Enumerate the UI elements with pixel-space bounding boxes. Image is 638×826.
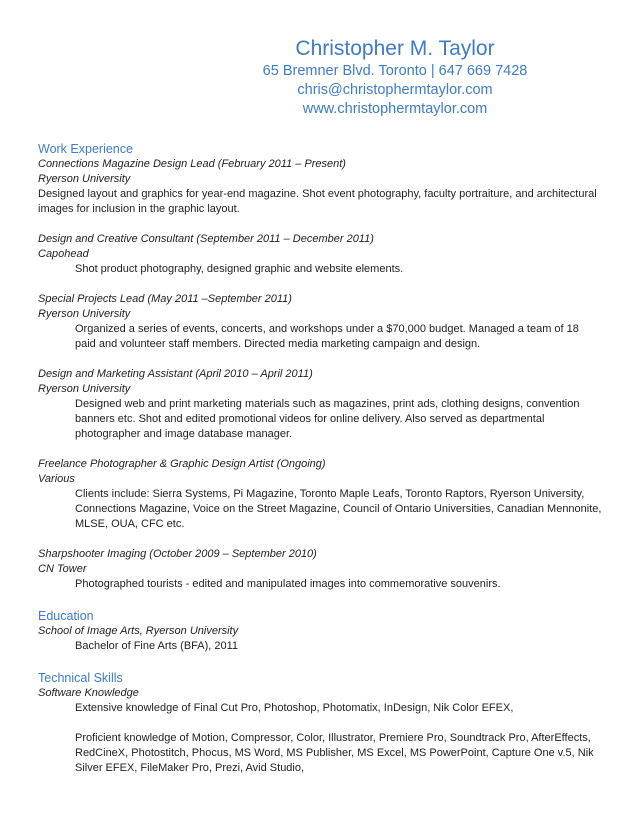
school-name: School of Image Arts, Ryerson University xyxy=(38,625,239,637)
job-entry xyxy=(38,232,602,277)
job-organization: Ryerson University xyxy=(38,308,131,320)
job-entry xyxy=(38,457,602,532)
work-experience-heading: Work Experience xyxy=(38,142,133,156)
resume-content xyxy=(38,141,602,776)
job-entry xyxy=(38,367,602,442)
job-description: Organized a series of events, concerts, and workshops under a $70,000 budget. Managed a team of 18 paid and volunteer staff members. Directed media marketing campaign and design. xyxy=(75,323,579,350)
person-name: Christopher M. Taylor xyxy=(295,37,495,60)
job-title: Sharpshooter Imaging (October 2009 – September 2010) xyxy=(38,548,317,560)
job-entry xyxy=(38,157,602,217)
extensive-skills-text: Extensive knowledge of Final Cut Pro, Photoshop, Photomatix, InDesign, Nik Color EFEX, xyxy=(75,702,514,714)
job-title: Design and Marketing Assistant (April 2010 – April 2011) xyxy=(38,368,313,380)
job-title: Connections Magazine Design Lead (February 2011 – Present) xyxy=(38,158,346,170)
technical-skills-heading: Technical Skills xyxy=(38,671,123,685)
job-organization: Capohead xyxy=(38,248,89,260)
job-organization: Ryerson University xyxy=(38,173,131,185)
job-title: Design and Creative Consultant (September 2011 – December 2011) xyxy=(38,233,374,245)
email-link[interactable]: chris@christophermtaylor.com xyxy=(297,82,493,98)
proficient-skills-text: Proficient knowledge of Motion, Compressor, Color, Illustrator, Premiere Pro, Soundtrack Pro, AfterEffects, RedCineX, Photostitch, Phocus, MS Word, MS Publisher, MS Excel, MS PowerPoint, Capture One v.5, Nik Silver EFEX, FileMaker Pro, Prezi, Avid Studio, xyxy=(75,732,594,774)
education-entry xyxy=(38,624,602,654)
resume-header xyxy=(188,36,602,119)
education-heading: Education xyxy=(38,609,94,623)
job-title: Special Projects Lead (May 2011 –September 2011) xyxy=(38,293,292,305)
job-description: Designed web and print marketing materials such as magazines, print ads, clothing designs, convention banners etc. Shot and edited promotional videos for online delivery. Also served as departmental photographer and image database manager. xyxy=(75,398,580,440)
degree-text: Bachelor of Fine Arts (BFA), 2011 xyxy=(75,640,239,652)
job-description: Photographed tourists - edited and manipulated images into commemorative souvenirs. xyxy=(75,578,501,590)
job-organization: Various xyxy=(38,473,75,485)
job-organization: Ryerson University xyxy=(38,383,131,395)
job-title: Freelance Photographer & Graphic Design Artist (Ongoing) xyxy=(38,458,326,470)
skills-subheading: Software Knowledge xyxy=(38,687,139,699)
address-phone: 65 Bremner Blvd. Toronto | 647 669 7428 xyxy=(262,63,528,79)
job-description: Shot product photography, designed graphic and website elements. xyxy=(75,263,404,275)
job-entry xyxy=(38,547,602,592)
website-link[interactable]: www.christophermtaylor.com xyxy=(302,101,488,117)
job-description: Designed layout and graphics for year-end magazine. Shot event photography, faculty portraiture, and architectural images for inclusion in the graphic layout. xyxy=(38,188,597,215)
job-description: Clients include: Sierra Systems, Pi Magazine, Toronto Maple Leafs, Toronto Raptors, Ryerson University, Connections Magazine, Voice on the Street Magazine, Council of Ontario Universities, Canadian Mennonite, MLSE, OUA, CFC etc. xyxy=(75,488,602,530)
skills-entry xyxy=(38,686,602,776)
job-entry xyxy=(38,292,602,352)
job-organization: CN Tower xyxy=(38,563,87,575)
